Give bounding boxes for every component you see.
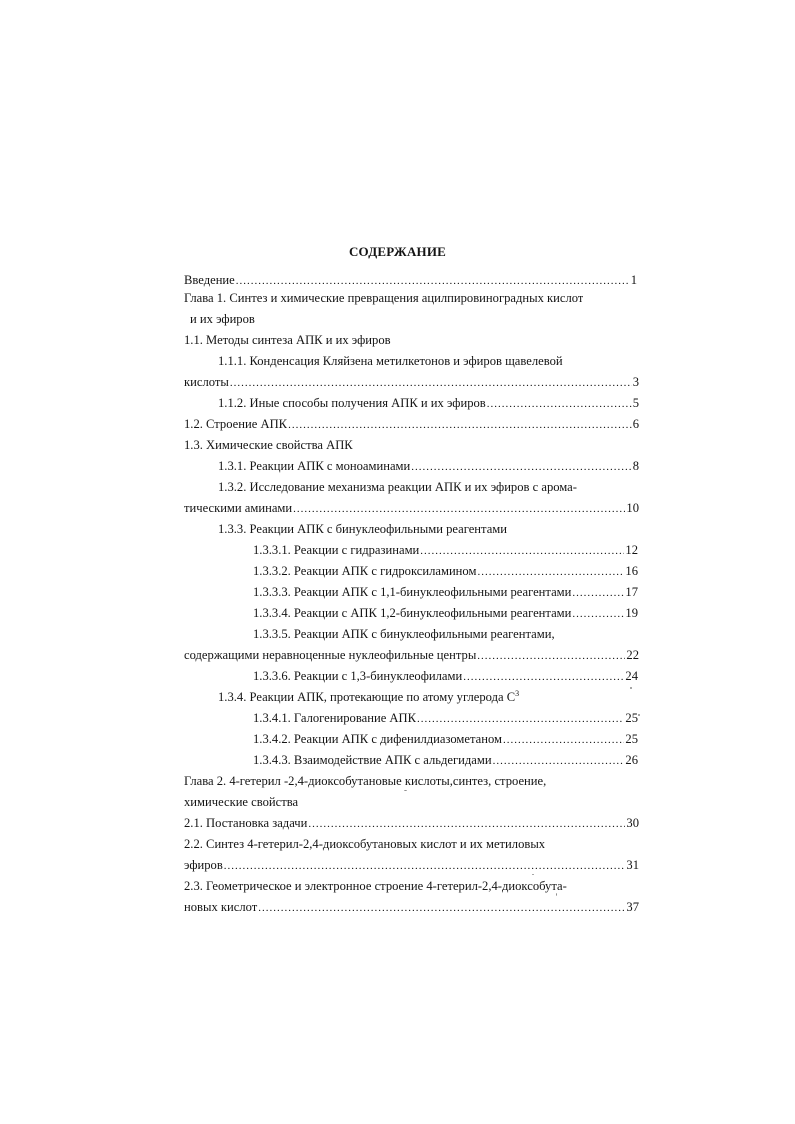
toc-section-2-3-line1: [184, 876, 567, 896]
dot-leader: [417, 709, 624, 728]
dot-leader: [420, 541, 624, 560]
toc-section-1-1: [184, 330, 391, 350]
scan-speck: [404, 790, 407, 791]
dot-leader: [288, 415, 632, 434]
toc-entry-title: 1.3.3.3. Реакции АПК с 1,1-бинуклеофильными реагентами: [253, 585, 572, 599]
toc-section-1-3-4-1: [253, 708, 638, 728]
dot-leader: [258, 898, 625, 917]
toc-entry-introduction: [184, 270, 637, 290]
toc-entry-title: 1.1.1. Конденсация Кляйзена метилкетонов и эфиров щавелевой: [218, 354, 563, 368]
toc-section-1-1-2: [218, 393, 639, 413]
contents-heading: СОДЕРЖАНИЕ: [348, 244, 447, 259]
toc-section-1-3-2-line2: [184, 498, 639, 518]
toc-entry-page: 25: [625, 732, 638, 746]
toc-entry-title: кислоты: [184, 375, 229, 389]
toc-section-1-3-1: [218, 456, 639, 476]
dot-leader: [572, 583, 624, 602]
dot-leader: [572, 604, 624, 623]
toc-entry-title: новых кислот: [184, 900, 258, 914]
toc-entry-title: Глава 1. Синтез и химические превращения ацилпировиноградных кислот: [184, 291, 584, 305]
toc-entry-title: 1.3.3.6. Реакции с 1,3-бинуклеофилами: [253, 669, 463, 683]
dot-leader: [493, 751, 625, 770]
toc-section-1-3: [184, 435, 353, 455]
toc-entry-page: 25: [625, 711, 638, 725]
toc-section-1-1-1-line2: [184, 372, 639, 392]
dot-leader: [487, 394, 632, 413]
toc-entry-title: 1.3.1. Реакции АПК с моноаминами: [218, 459, 411, 473]
toc-entry-title: 1.1. Методы синтеза АПК и их эфиров: [184, 333, 391, 347]
toc-entry-page: 37: [626, 900, 639, 914]
toc-entry-page: 31: [626, 858, 639, 872]
toc-entry-title: 1.3.4.1. Галогенирование АПК: [253, 711, 417, 725]
toc-entry-title: эфиров: [184, 858, 223, 872]
toc-entry-page: 22: [626, 648, 639, 662]
toc-entry-page: 19: [625, 606, 638, 620]
toc-section-2-1: [184, 813, 639, 833]
toc-entry-title: 1.3.3.5. Реакции АПК с бинуклеофильными реагентами,: [253, 627, 555, 641]
toc-entry-title: 1.1.2. Иные способы получения АПК и их эфиров: [218, 396, 486, 410]
toc-entry-page: 10: [626, 501, 639, 515]
toc-entry-page: 17: [625, 585, 638, 599]
toc-entry-page: 1: [630, 273, 637, 287]
toc-section-1-3-4: [218, 687, 519, 707]
dot-leader: [224, 856, 626, 875]
toc-section-1-3-3: [218, 519, 507, 539]
toc-chapter-2-title-line2: [184, 792, 298, 812]
toc-section-1-3-3-5-line2: [184, 645, 639, 665]
toc-chapter-1-title-line1: [184, 288, 583, 308]
toc-section-1-3-3-2: [253, 561, 638, 581]
toc-entry-title: 1.3.3.1. Реакции с гидразинами: [253, 543, 420, 557]
toc-entry-title: 1.3.3.4. Реакции с АПК 1,2-бинуклеофильными реагентами: [253, 606, 572, 620]
toc-section-1-3-3-4: [253, 603, 638, 623]
dot-leader: [230, 373, 632, 392]
toc-entry-title: 2.1. Постановка задачи: [184, 816, 308, 830]
toc-section-1-3-3-6: [253, 666, 638, 686]
toc-entry-page: 8: [632, 459, 639, 473]
dot-leader: [411, 457, 631, 476]
toc-entry-page: 6: [632, 417, 639, 431]
toc-section-1-3-3-3: [253, 582, 638, 602]
toc-entry-title: химические свойства: [184, 795, 299, 809]
toc-section-1-1-1-line1: [218, 351, 563, 371]
toc-entry-title: тическими аминами: [184, 501, 293, 515]
toc-entry-title: содержащими неравноценные нуклеофильные центры: [184, 648, 477, 662]
toc-section-1-3-4-2: [253, 729, 638, 749]
toc-section-2-2-line1: [184, 834, 545, 854]
toc-entry-title: 2.3. Геометрическое и электронное строение 4-гетерил-2,4-диоксобута-: [184, 879, 567, 893]
toc-entry-page: 3: [632, 375, 639, 389]
scan-speck: [556, 893, 557, 896]
dot-leader: [308, 814, 625, 833]
dot-leader: [477, 646, 625, 665]
dot-leader: [503, 730, 624, 749]
toc-entry-title: 1.3.4. Реакции АПК, протекающие по атому углерода С: [218, 690, 516, 704]
toc-section-1-3-3-5-line1: [253, 624, 555, 644]
toc-entry-title: 1.3.3. Реакции АПК с бинуклеофильными реагентами: [218, 522, 507, 536]
toc-entry-page: 12: [625, 543, 638, 557]
scan-speck: [532, 874, 534, 875]
dot-leader: [477, 562, 624, 581]
toc-entry-title: и их эфиров: [190, 312, 255, 326]
toc-chapter-2-title-line1: [184, 771, 546, 791]
toc-chapter-1-title-line2: [190, 309, 255, 329]
toc-entry-page: 26: [625, 753, 638, 767]
dot-leader: [463, 667, 624, 686]
toc-section-1-3-3-1: [253, 540, 638, 560]
toc-entry-title: 2.2. Синтез 4-гетерил-2,4-диоксобутановых кислот и их метиловых: [184, 837, 546, 851]
toc-entry-title: 1.3.4.3. Взаимодействие АПК с альдегидами: [253, 753, 492, 767]
toc-section-1-3-2-line1: [218, 477, 577, 497]
toc-entry-title: 1.3. Химические свойства АПК: [184, 438, 353, 452]
toc-entry-page: 24: [625, 669, 638, 683]
scan-speck: [638, 714, 640, 716]
toc-entry-page: 30: [626, 816, 639, 830]
toc-entry-title: 1.3.4.2. Реакции АПК с дифенилдиазометаном: [253, 732, 502, 746]
toc-entry-title: 1.2. Строение АПК: [184, 417, 288, 431]
scan-speck: [630, 687, 632, 689]
toc-section-1-2: [184, 414, 639, 434]
toc-section-2-3-line2: [184, 897, 639, 917]
toc-entry-title: Глава 2. 4-гетерил -2,4-диоксобутановые кислоты,синтез, строение,: [184, 774, 547, 788]
toc-entry-page: 16: [625, 564, 638, 578]
toc-section-2-2-line2: [184, 855, 639, 875]
toc-entry-title: Введение: [184, 273, 235, 287]
toc-section-1-3-4-3: [253, 750, 638, 770]
superscript-index: 3: [515, 689, 520, 698]
toc-entry-page: 5: [632, 396, 639, 410]
dot-leader: [293, 499, 625, 518]
toc-entry-title: 1.3.2. Исследование механизма реакции АПК и их эфиров с арома-: [218, 480, 577, 494]
toc-entry-title: 1.3.3.2. Реакции АПК с гидроксиламином: [253, 564, 477, 578]
